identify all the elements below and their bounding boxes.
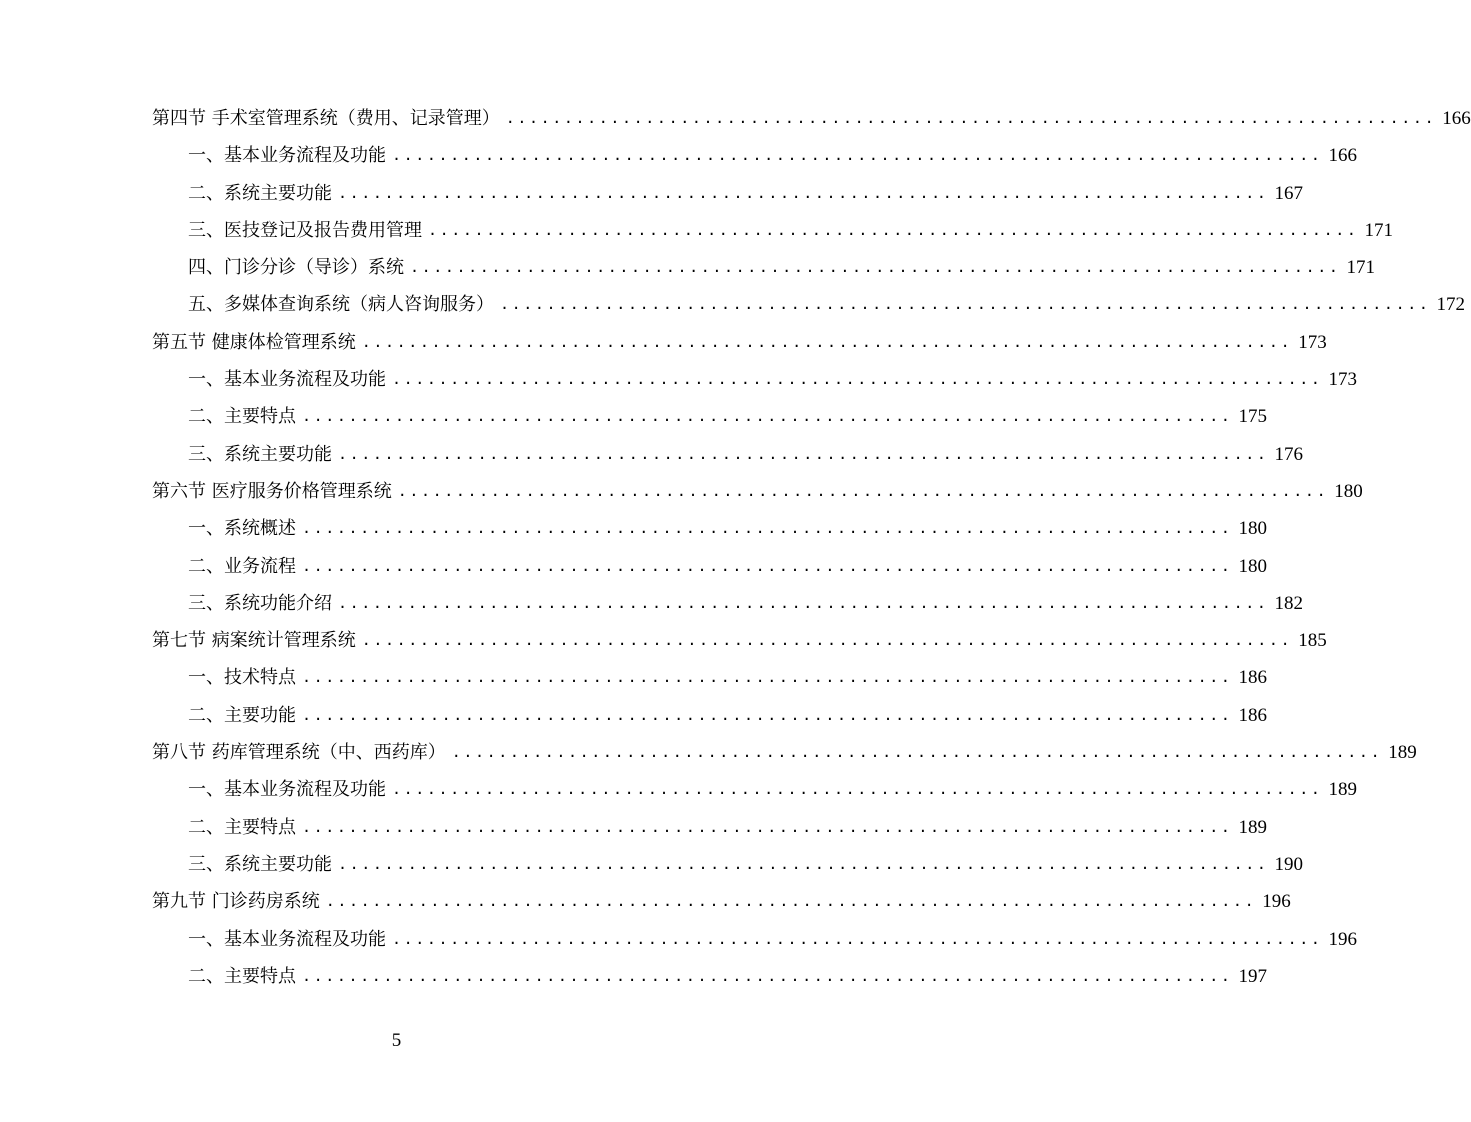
- toc-dot-leader: ................................................................................: [392, 146, 1323, 165]
- toc-entry-title: 一、系统概述: [188, 518, 296, 540]
- table-of-contents: [152, 100, 1471, 995]
- toc-subsection-entry[interactable]: [152, 585, 1303, 622]
- toc-entry-page: 185: [1298, 630, 1327, 652]
- toc-entry-title: 二、主要功能: [188, 704, 296, 726]
- toc-dot-leader: ................................................................................: [302, 519, 1233, 538]
- toc-dot-leader: ................................................................................: [505, 109, 1437, 127]
- toc-entry-page: 180: [1334, 480, 1363, 502]
- toc-entry-page: 180: [1238, 518, 1267, 540]
- toc-dot-leader: ................................................................................: [302, 407, 1233, 426]
- toc-entry-title: 四、门诊分诊（导诊）系统: [188, 257, 404, 279]
- toc-entry-page: 189: [1328, 779, 1357, 801]
- toc-entry-title: 第七节 病案统计管理系统: [152, 630, 356, 652]
- toc-subsection-entry[interactable]: [152, 659, 1267, 696]
- toc-section-entry[interactable]: [152, 883, 1291, 920]
- toc-subsection-entry[interactable]: [152, 958, 1267, 995]
- toc-subsection-entry[interactable]: [152, 175, 1303, 212]
- toc-entry-title: 第六节 医疗服务价格管理系统: [152, 480, 392, 502]
- toc-dot-leader: ................................................................................: [302, 705, 1233, 724]
- toc-dot-leader: ................................................................................: [392, 370, 1323, 389]
- toc-entry-page: 190: [1274, 853, 1303, 875]
- toc-entry-title: 一、基本业务流程及功能: [188, 928, 386, 950]
- toc-entry-page: 167: [1274, 182, 1303, 204]
- toc-entry-page: 175: [1238, 406, 1267, 428]
- toc-dot-leader: ................................................................................: [451, 743, 1383, 762]
- toc-entry-title: 五、多媒体查询系统（病人咨询服务）: [188, 294, 494, 316]
- toc-dot-leader: ................................................................................: [397, 481, 1329, 500]
- toc-entry-page: 166: [1328, 145, 1357, 167]
- toc-entry-title: 一、基本业务流程及功能: [188, 145, 386, 167]
- toc-entry-page: 197: [1238, 965, 1267, 987]
- toc-dot-leader: ................................................................................: [325, 892, 1257, 911]
- toc-entry-title: 第四节 手术室管理系统（费用、记录管理）: [152, 108, 500, 129]
- toc-dot-leader: ................................................................................: [302, 556, 1233, 575]
- toc-entry-title: 二、主要特点: [188, 406, 296, 428]
- toc-entry-title: 二、系统主要功能: [188, 182, 332, 204]
- toc-subsection-entry[interactable]: [152, 771, 1357, 808]
- toc-entry-page: 171: [1346, 257, 1375, 279]
- toc-entry-title: 一、基本业务流程及功能: [188, 779, 386, 801]
- toc-entry-page: 173: [1328, 369, 1357, 391]
- toc-entry-title: 二、业务流程: [188, 555, 296, 577]
- toc-entry-page: 166: [1442, 108, 1471, 129]
- toc-dot-leader: ................................................................................: [392, 929, 1323, 948]
- toc-dot-leader: ................................................................................: [302, 668, 1233, 687]
- toc-subsection-entry[interactable]: [152, 361, 1357, 398]
- toc-dot-leader: ................................................................................: [361, 631, 1293, 650]
- toc-entry-title: 三、系统主要功能: [188, 853, 332, 875]
- toc-entry-title: 三、医技登记及报告费用管理: [188, 219, 422, 241]
- toc-entry-page: 173: [1298, 331, 1327, 353]
- toc-subsection-entry[interactable]: [152, 548, 1267, 585]
- toc-subsection-entry[interactable]: [152, 436, 1303, 473]
- toc-entry-title: 二、主要特点: [188, 816, 296, 838]
- toc-dot-leader: ................................................................................: [428, 220, 1359, 239]
- toc-subsection-entry[interactable]: [152, 212, 1393, 249]
- toc-dot-leader: ................................................................................: [338, 444, 1269, 463]
- toc-section-entry[interactable]: [152, 473, 1363, 510]
- toc-subsection-entry[interactable]: [152, 286, 1465, 323]
- toc-subsection-entry[interactable]: [152, 137, 1357, 174]
- toc-dot-leader: ................................................................................: [302, 817, 1233, 836]
- toc-dot-leader: ................................................................................: [500, 295, 1431, 314]
- toc-section-entry[interactable]: [152, 324, 1327, 361]
- toc-subsection-entry[interactable]: [152, 846, 1303, 883]
- toc-subsection-entry[interactable]: [152, 697, 1267, 734]
- toc-entry-page: 189: [1238, 816, 1267, 838]
- toc-subsection-entry[interactable]: [152, 809, 1267, 846]
- toc-entry-title: 一、基本业务流程及功能: [188, 369, 386, 391]
- toc-dot-leader: ................................................................................: [361, 332, 1293, 351]
- toc-entry-title: 三、系统主要功能: [188, 443, 332, 465]
- toc-subsection-entry[interactable]: [152, 398, 1267, 435]
- toc-entry-page: 186: [1238, 667, 1267, 689]
- toc-dot-leader: ................................................................................: [338, 593, 1269, 612]
- toc-entry-title: 二、主要特点: [188, 965, 296, 987]
- toc-entry-page: 180: [1238, 555, 1267, 577]
- toc-entry-page: 186: [1238, 704, 1267, 726]
- toc-dot-leader: ................................................................................: [338, 854, 1269, 873]
- toc-dot-leader: ................................................................................: [302, 966, 1233, 985]
- toc-entry-title: 第五节 健康体检管理系统: [152, 331, 356, 353]
- toc-section-entry[interactable]: [152, 622, 1327, 659]
- toc-dot-leader: ................................................................................: [410, 258, 1341, 277]
- toc-entry-page: 196: [1262, 891, 1291, 913]
- toc-dot-leader: ................................................................................: [338, 183, 1269, 202]
- toc-subsection-entry[interactable]: [152, 510, 1267, 547]
- toc-entry-title: 第八节 药库管理系统（中、西药库）: [152, 742, 446, 764]
- toc-entry-page: 182: [1274, 592, 1303, 614]
- toc-entry-page: 176: [1274, 443, 1303, 465]
- page-number: 5: [391, 1030, 402, 1051]
- toc-dot-leader: ................................................................................: [392, 780, 1323, 799]
- toc-entry-title: 一、技术特点: [188, 667, 296, 689]
- toc-entry-page: 172: [1436, 294, 1465, 316]
- toc-entry-page: 189: [1388, 742, 1417, 764]
- toc-entry-page: 171: [1364, 219, 1393, 241]
- toc-entry-title: 第九节 门诊药房系统: [152, 891, 320, 913]
- toc-section-entry[interactable]: [152, 734, 1417, 771]
- toc-entry-page: 196: [1328, 928, 1357, 950]
- toc-subsection-entry[interactable]: [152, 249, 1375, 286]
- toc-subsection-entry[interactable]: [152, 921, 1357, 958]
- toc-section-entry[interactable]: [152, 100, 1471, 137]
- toc-entry-title: 三、系统功能介绍: [188, 592, 332, 614]
